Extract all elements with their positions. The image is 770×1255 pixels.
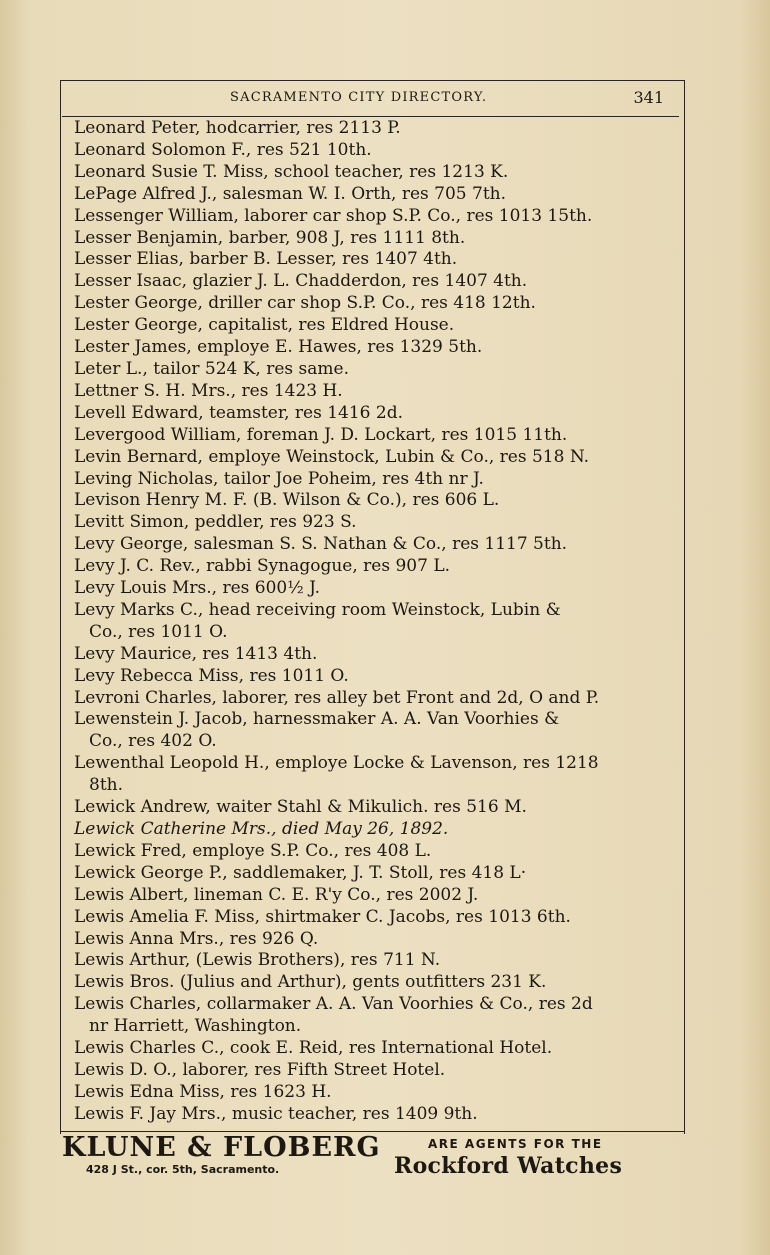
entry-text: Leter L., tailor 524 K, res same. — [74, 358, 349, 379]
entry-text: Levitt Simon, peddler, res 923 S. — [74, 512, 357, 533]
directory-entries — [74, 118, 674, 1126]
entry-text: Levison Henry M. F. (B. Wilson & Co.), res 606 L. — [74, 490, 500, 511]
directory-entry — [74, 206, 674, 228]
ad-company-address: 428 J St., cor. 5th, Sacramento. — [86, 1163, 280, 1176]
entry-text: Levell Edward, teamster, res 1416 2d. — [74, 402, 404, 423]
entry-text: Lewick Andrew, waiter Stahl & Mikulich. res 516 M. — [74, 797, 527, 818]
directory-entry — [74, 1038, 674, 1060]
directory-entry — [74, 162, 674, 184]
advertisement-company — [62, 1133, 392, 1177]
directory-entry — [74, 1060, 674, 1082]
entry-text: Lester James, employe E. Hawes, res 1329 5th. — [74, 337, 483, 358]
directory-entry — [74, 556, 674, 578]
entry-text: Lester George, driller car shop S.P. Co., res 418 12th. — [74, 293, 536, 314]
directory-entry — [74, 315, 674, 337]
directory-entry — [74, 972, 674, 994]
entry-text: Lesser Benjamin, barber, 908 J, res 1111 8th. — [74, 227, 466, 248]
directory-entry — [74, 863, 674, 885]
entry-text: Lewis F. Jay Mrs., music teacher, res 1409 9th. — [74, 1103, 478, 1124]
entry-text: Lewis D. O., laborer, res Fifth Street Hotel. — [74, 1059, 446, 1080]
entry-text: Leving Nicholas, tailor Joe Poheim, res 4th nr J. — [74, 468, 484, 489]
directory-entry — [74, 249, 674, 271]
entry-continuation: Co., res 1011 O. — [89, 621, 228, 642]
entry-text: Levin Bernard, employe Weinstock, Lubin & Co., res 518 N. — [74, 446, 590, 467]
directory-entry — [74, 469, 674, 491]
header-rule — [62, 116, 679, 117]
directory-entry — [74, 184, 674, 206]
directory-entry — [74, 709, 674, 753]
entry-text: Lewenstein J. Jacob, harnessmaker A. A. Van Voorhies & — [74, 709, 560, 730]
directory-entry — [74, 841, 674, 863]
page-header — [62, 88, 672, 110]
directory-entry — [74, 512, 674, 534]
directory-entry — [74, 950, 674, 972]
directory-entry — [74, 885, 674, 907]
entry-text: Levy George, salesman S. S. Nathan & Co., res 1117 5th. — [74, 534, 568, 555]
entry-text: Lessenger William, laborer car shop S.P. Co., res 1013 15th. — [74, 205, 593, 226]
advertisement-brand — [394, 1136, 694, 1180]
entry-text: Levy Rebecca Miss, res 1011 O. — [74, 665, 349, 686]
entry-text: Levy Marks C., head receiving room Weinstock, Lubin & — [74, 599, 561, 620]
entry-text: Lesser Isaac, glazier J. L. Chadderdon, res 1407 4th. — [74, 271, 528, 292]
directory-entry — [74, 293, 674, 315]
entry-text: LePage Alfred J., salesman W. I. Orth, res 705 7th. — [74, 183, 507, 204]
entry-text: Lester George, capitalist, res Eldred House. — [74, 315, 455, 336]
entry-text: Leonard Susie T. Miss, school teacher, res 1213 K. — [74, 161, 509, 182]
entry-text: Lewick Fred, employe S.P. Co., res 408 L. — [74, 840, 432, 861]
directory-entry — [74, 753, 674, 797]
directory-entry — [74, 534, 674, 556]
entry-text: Levroni Charles, laborer, res alley bet Front and 2d, O and P. — [74, 687, 600, 708]
directory-entry — [74, 1104, 674, 1126]
directory-entry — [74, 337, 674, 359]
entry-text: Lewis Anna Mrs., res 926 Q. — [74, 928, 319, 949]
directory-entry — [74, 359, 674, 381]
entry-text: Lewis Edna Miss, res 1623 H. — [74, 1081, 332, 1102]
entry-text: Leonard Solomon F., res 521 10th. — [74, 139, 372, 160]
directory-entry — [74, 797, 674, 819]
entry-text: Levy Maurice, res 1413 4th. — [74, 643, 318, 664]
ad-brand-name: Rockford Watches — [394, 1153, 623, 1179]
entry-text: Lewis Bros. (Julius and Arthur), gents outfitters 231 K. — [74, 972, 547, 993]
entry-text: Lewis Arthur, (Lewis Brothers), res 711 N. — [74, 950, 441, 971]
entry-text: Leonard Peter, hodcarrier, res 2113 P. — [74, 118, 401, 138]
directory-entry — [74, 907, 674, 929]
directory-entry — [74, 118, 674, 140]
entry-text: Lewick George P., saddlemaker, J. T. Stoll, res 418 L· — [74, 862, 527, 883]
directory-entry — [74, 447, 674, 469]
entry-text: Lettner S. H. Mrs., res 1423 H. — [74, 380, 343, 401]
directory-entry — [74, 994, 674, 1038]
directory-entry — [74, 228, 674, 250]
directory-entry — [74, 140, 674, 162]
entry-text: Lesser Elias, barber B. Lesser, res 1407 4th. — [74, 249, 458, 270]
directory-entry — [74, 425, 674, 447]
entry-continuation: nr Harriett, Washington. — [89, 1016, 302, 1037]
entry-text: Lewis Charles, collarmaker A. A. Van Voorhies & Co., res 2d — [74, 994, 593, 1015]
directory-entry — [74, 578, 674, 600]
directory-entry — [74, 644, 674, 666]
entry-text: Levergood William, foreman J. D. Lockart, res 1015 11th. — [74, 424, 568, 445]
directory-entry — [74, 403, 674, 425]
ad-company-name: KLUNE & FLOBERG — [62, 1132, 381, 1163]
page-number: 341 — [633, 88, 664, 107]
ad-agents-text: ARE AGENTS FOR THE — [428, 1137, 603, 1151]
running-title: SACRAMENTO CITY DIRECTORY. — [230, 90, 488, 105]
directory-entry — [74, 666, 674, 688]
directory-entry — [74, 688, 674, 710]
entry-continuation: Co., res 402 O. — [89, 731, 217, 752]
directory-entry — [74, 271, 674, 293]
directory-entry — [74, 929, 674, 951]
entry-text: Levy J. C. Rev., rabbi Synagogue, res 907 L. — [74, 556, 451, 577]
entry-continuation: 8th. — [89, 775, 123, 796]
entry-text: Lewenthal Leopold H., employe Locke & Lavenson, res 1218 — [74, 753, 599, 774]
entry-text: Lewis Charles C., cook E. Reid, res International Hotel. — [74, 1038, 553, 1059]
entry-text: Lewis Amelia F. Miss, shirtmaker C. Jacobs, res 1013 6th. — [74, 906, 571, 927]
directory-entry — [74, 1082, 674, 1104]
directory-entry — [74, 490, 674, 512]
entry-text: Levy Louis Mrs., res 600½ J. — [74, 578, 321, 599]
entry-text: Lewis Albert, lineman C. E. R'y Co., res 2002 J. — [74, 884, 479, 905]
directory-entry — [74, 381, 674, 403]
entry-text: Lewick Catherine Mrs., died May 26, 1892. — [74, 819, 449, 839]
directory-entry — [74, 600, 674, 644]
directory-entry — [74, 819, 674, 841]
